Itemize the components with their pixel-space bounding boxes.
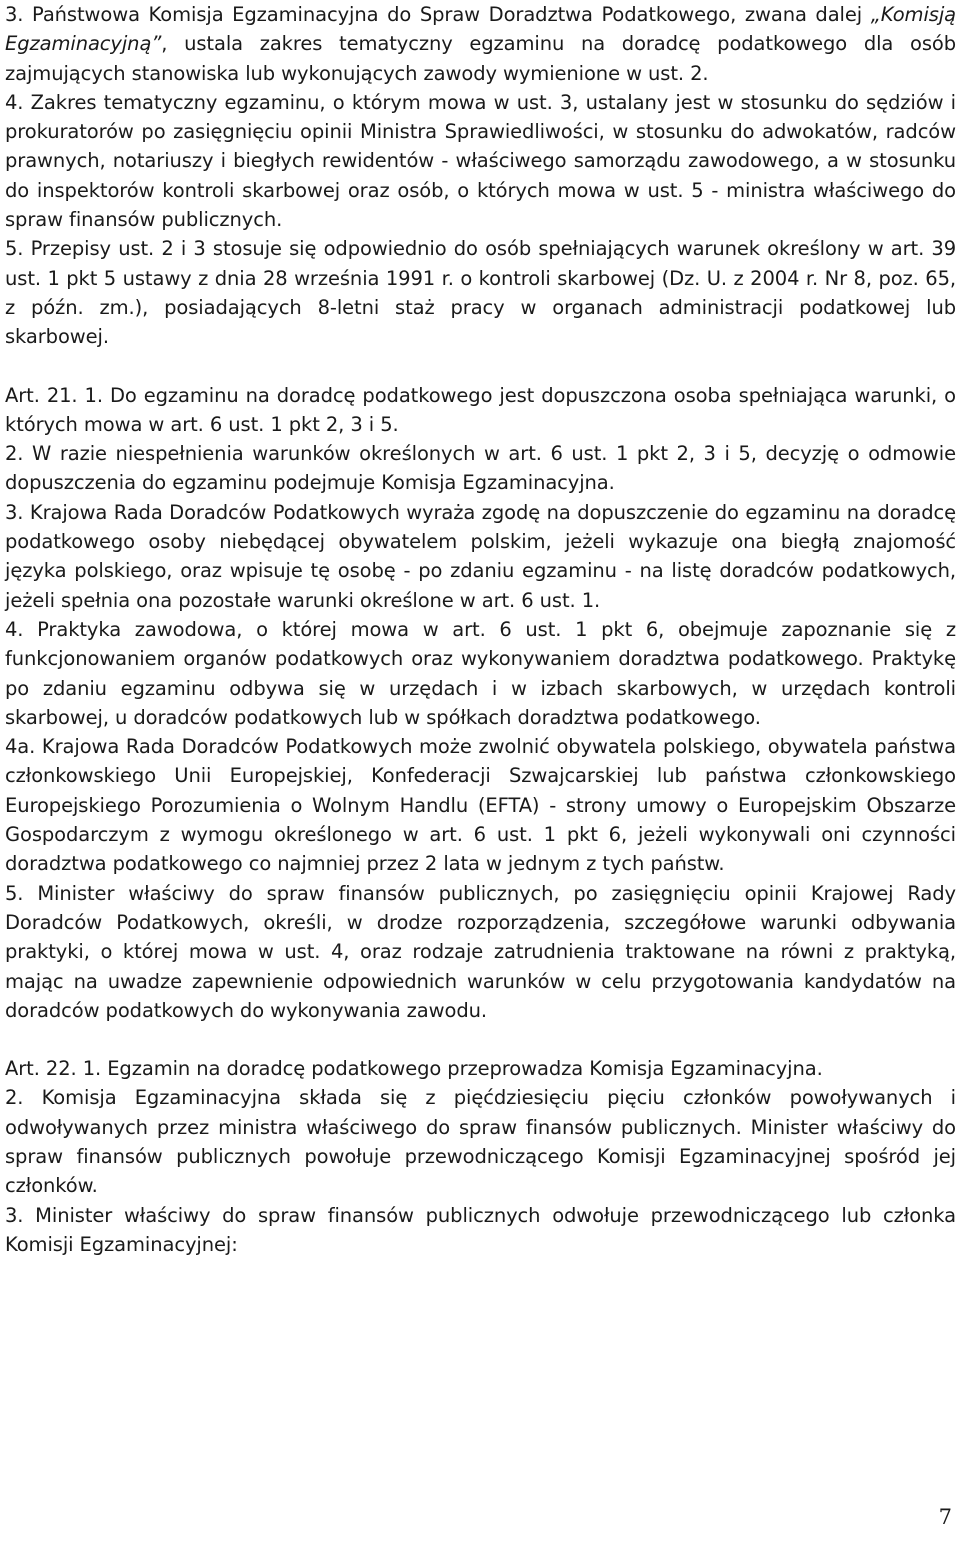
paragraph-text: , ustala zakres tematyczny egzaminu na doradcę podatkowego dla osób zajmujących stanowiska lub wykonujących zawody wymienione w ust. 2. [5,32,956,85]
document-page [5,0,956,1259]
paragraph [5,381,956,440]
paragraph [5,498,956,615]
paragraph-text: 4. Praktyka zawodowa, o której mowa w art. 6 ust. 1 pkt 6, obejmuje zapoznanie się z funkcjonowaniem organów podatkowych oraz wykonywaniem doradztwa podatkowego. Praktykę po zdaniu egzaminu odbywa się w urzędach i w izbach skarbowych, w urzędach kontroli skarbowej, u doradców podatkowych lub w spółkach doradztwa podatkowego. [5,617,956,729]
paragraph-text: 3. Minister właściwy do spraw finansów publicznych odwołuje przewodniczącego lub członka Komisji Egzaminacyjnej: [5,1203,956,1256]
paragraph [5,439,956,498]
paragraph-text: 3. Państwowa Komisja Egzaminacyjna do Spraw Doradztwa Podatkowego, zwana dalej [5,3,871,26]
paragraph [5,879,956,1025]
italic-text: „Komisją Egzaminacyjną” [5,3,956,56]
paragraph [5,1083,956,1200]
paragraph-text: 3. Krajowa Rada Doradców Podatkowych wyraża zgodę na dopuszczenie do egzaminu na doradcę podatkowego osoby niebędącej obywatelem polskim, jeżeli wykazuje ona biegłą znajomość języka polskiego, oraz wpisuje tę osobę - po zdaniu egzaminu - na listę doradców podatkowych, jeżeli spełnia ona pozostałe warunki określone w art. 6 ust. 1. [5,500,956,612]
paragraph [5,615,956,732]
paragraph-text: 4. Zakres tematyczny egzaminu, o którym mowa w ust. 3, ustalany jest w stosunku do sędziów i prokuratorów po zasięgnięciu opinii Ministra Sprawiedliwości, w stosunku do adwokatów, radców prawnych, notariuszy i biegłych rewidentów - właściwego samorządu zawodowego, a w stosunku do inspektorów kontroli skarbowej oraz osób, o których mowa w ust. 5 - ministra właściwego do spraw finansów publicznych. [5,90,956,232]
paragraph-text: 4a. Krajowa Rada Doradców Podatkowych może zwolnić obywatela polskiego, obywatela państwa członkowskiego Unii Europejskiej, Konfederacji Szwajcarskiej lub państwa członkowskiego Europejskiego Porozumienia o Wolnym Handlu (EFTA) - strony umowy o Europejskim Obszarze Gospodarczym z wymogu określonego w art. 6 ust. 1 pkt 6, jeżeli wykonywali oni czynności doradztwa podatkowego co najmniej przez 2 lata w jednym z tych państw. [5,735,956,876]
page-number: 7 [938,1505,952,1529]
paragraph-text: 2. W razie niespełnienia warunków określonych w art. 6 ust. 1 pkt 2, 3 i 5, decyzję o odmowie dopuszczenia do egzaminu podejmuje Komisja Egzaminacyjna. [5,442,956,495]
paragraph-gap [5,1025,956,1054]
paragraph [5,234,956,351]
paragraph [5,732,956,878]
paragraph-text: Art. 22. 1. Egzamin na doradcę podatkowego przeprowadza Komisja Egzaminacyjna. [5,1057,823,1081]
paragraph [5,88,956,234]
paragraph-gap [5,352,956,381]
paragraph [5,0,956,88]
paragraph-text: 5. Przepisy ust. 2 i 3 stosuje się odpowiednio do osób spełniających warunek określony w art. 39 ust. 1 pkt 5 ustawy z dnia 28 września 1991 r. o kontroli skarbowej (Dz. U. z 2004 r. Nr 8, poz. 65, z późn. zm.), posiadających 8-letni staż pracy w organach administracji podatkowej lub skarbowej. [5,237,956,349]
paragraph [5,1201,956,1260]
paragraph-text: Art. 21. 1. Do egzaminu na doradcę podatkowego jest dopuszczona osoba spełniająca warunki, o których mowa w art. 6 ust. 1 pkt 2, 3 i 5. [5,383,956,436]
paragraph-text: 2. Komisja Egzaminacyjna składa się z pięćdziesięciu pięciu członków powoływanych i odwoływanych przez ministra właściwego do spraw finansów publicznych. Minister właściwy do spraw finansów publicznych powołuje przewodniczącego Komisji Egzaminacyjnej spośród jej członków. [5,1086,956,1198]
paragraph [5,1054,956,1083]
paragraph-text: 5. Minister właściwy do spraw finansów publicznych, po zasięgnięciu opinii Krajowej Rady Doradców Podatkowych, określi, w drodze rozporządzenia, szczegółowe warunki odbywania praktyki, o której mowa w ust. 4, oraz rodzaje zatrudnienia traktowane na równi z praktyką, mając na uwadze zapewnienie odpowiednich warunków w celu przygotowania kandydatów na doradców podatkowych do wykonywania zawodu. [5,881,956,1022]
